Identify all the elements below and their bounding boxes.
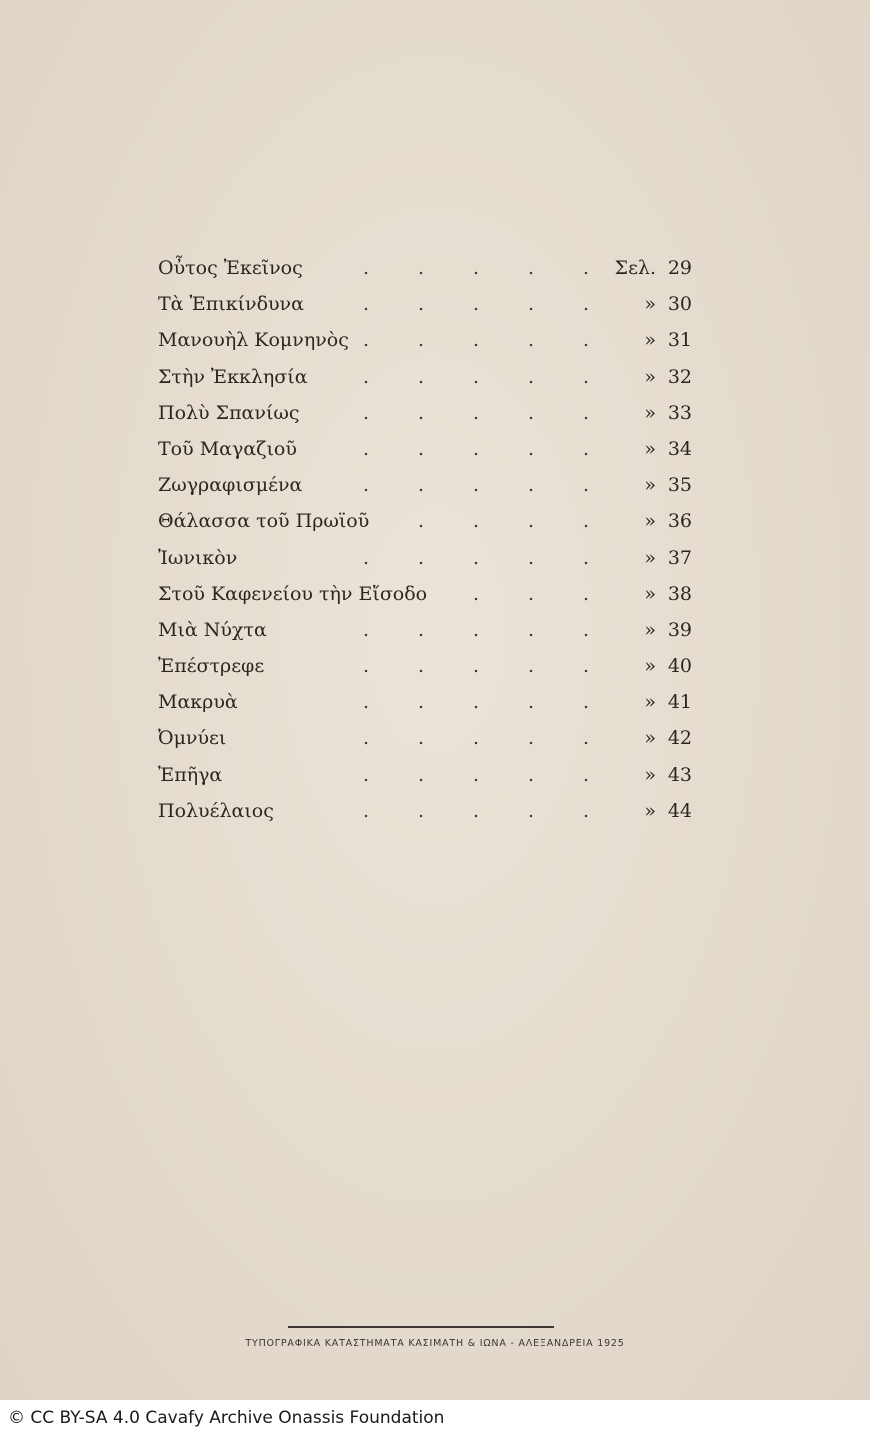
toc-page-prefix: » [644,365,656,388]
toc-entry-title: Μανουὴλ Κομνηνὸς [158,329,349,352]
leader-dot: . [473,691,480,714]
toc-page-prefix: » [644,691,656,714]
leader-dot: . [473,474,480,497]
leader-dot: . [363,257,370,279]
leader-dot: . [473,727,480,750]
leader-dot: . [363,727,370,750]
toc-page-number: 41 [667,691,692,714]
leader-dot: . [583,763,590,786]
leader-dot: . [473,618,480,641]
license-credit: © CC BY-SA 4.0 Cavafy Archive Onassis Foundation [8,1408,445,1428]
leader-dot: . [528,401,535,424]
toc-page-number: 33 [667,401,692,424]
toc-entry-title: Πολυέλαιος [158,799,274,822]
toc-page-prefix: » [644,618,656,641]
leader-dot: . [528,727,535,750]
leader-dot: . [363,437,370,460]
toc-page-number: 40 [667,655,692,678]
toc-page-prefix: » [644,401,656,424]
toc-entry [158,359,698,395]
leader-dot: . [363,655,370,678]
leader-dot: . [528,474,535,497]
leader-dot: . [418,365,425,388]
leader-dot: . [583,257,590,279]
toc-entry [158,250,698,286]
toc-entry [158,540,698,576]
leader-dot: . [418,293,425,316]
leader-dot: . [583,293,590,316]
toc-entry [158,503,698,539]
toc-page-prefix: » [644,546,656,569]
toc-page-prefix: » [644,474,656,497]
leader-dot: . [418,401,425,424]
toc-entry [158,720,698,756]
toc-page-number: 36 [667,510,692,533]
leader-dot: . [473,365,480,388]
toc-entry-title: Ἐπέστρεφε [158,655,265,678]
leader-dot: . [528,691,535,714]
leader-dot: . [473,401,480,424]
toc-entry-title: Στὴν Ἐκκλησία [158,365,308,388]
leader-dot: . [418,437,425,460]
leader-dot: . [363,691,370,714]
leader-dot: . [418,655,425,678]
toc-entry [158,612,698,648]
leader-dot: . [473,763,480,786]
toc-entry-title: Ἰωνικὸν [158,546,238,569]
toc-page-prefix: » [644,655,656,678]
toc-entry-title: Ζωγραφισμένα [158,474,303,497]
leader-dot: . [528,293,535,316]
leader-dot: . [363,401,370,424]
leader-dot: . [528,257,535,279]
leader-dot: . [363,365,370,388]
toc-entry [158,648,698,684]
toc-entry-title: Τοῦ Μαγαζιοῦ [158,437,297,460]
toc-page-prefix: » [644,763,656,786]
leader-dot: . [583,799,590,822]
leader-dot: . [363,546,370,569]
printer-imprint: ΤΥΠΟΓΡΑΦΙΚΑ ΚΑΤΑΣΤΗΜΑΤΑ ΚΑΣΙΜΑΤΗ & ΙΩΝΑ - ΑΛΕΞΑΝΔΡΕΙΑ 1925 [245,1338,625,1349]
toc-page-number: 38 [667,582,692,605]
toc-entry [158,395,698,431]
leader-dot: . [528,437,535,460]
leader-dot: . [583,474,590,497]
leader-dot: . [473,799,480,822]
toc-page-prefix: » [644,799,656,822]
leader-dot: . [473,510,480,533]
leader-dot: . [583,691,590,714]
leader-dot: . [528,655,535,678]
leader-dot: . [418,763,425,786]
toc-entry [158,684,698,720]
toc-entry [158,286,698,322]
leader-dot: . [418,727,425,750]
leader-dot: . [418,799,425,822]
toc-page-prefix: » [644,582,656,605]
leader-dot: . [418,257,425,279]
toc-entry [158,322,698,358]
toc-page-number: 43 [667,763,692,786]
toc-page-number: 32 [667,365,692,388]
leader-dot: . [583,365,590,388]
leader-dot: . [583,655,590,678]
toc-entry-title: Ἐπῆγα [158,763,223,786]
leader-dot: . [583,329,590,352]
leader-dot: . [363,763,370,786]
toc-page-number: 44 [667,799,692,822]
toc-entry [158,467,698,503]
toc-page-number: 39 [667,618,692,641]
toc-page-number: 31 [667,329,692,352]
leader-dot: . [473,655,480,678]
leader-dot: . [528,763,535,786]
leader-dot: . [418,510,425,533]
toc-page-prefix: » [644,437,656,460]
leader-dot: . [473,437,480,460]
leader-dot: . [363,618,370,641]
toc-page-prefix: » [644,329,656,352]
leader-dot: . [418,618,425,641]
toc-page-number: 34 [667,437,692,460]
leader-dot: . [583,546,590,569]
leader-dot: . [473,582,480,605]
leader-dot: . [583,510,590,533]
leader-dot: . [473,546,480,569]
leader-dot: . [418,474,425,497]
toc-page-number: 35 [667,474,692,497]
leader-dot: . [363,474,370,497]
leader-dot: . [528,799,535,822]
leader-dot: . [473,293,480,316]
leader-dot: . [528,582,535,605]
toc-entry-title: Θάλασσα τοῦ Πρωϊοῦ [158,510,370,533]
leader-dot: . [473,329,480,352]
leader-dot: . [583,401,590,424]
leader-dot: . [528,510,535,533]
toc-entry-title: Τὰ Ἐπικίνδυνα [158,293,304,316]
table-of-contents [158,250,698,829]
toc-entry-title: Στοῦ Καφενείου τὴν Εἴσοδο [158,582,428,605]
toc-entry-title: Μακρυὰ [158,691,238,714]
toc-page-number: 29 [667,257,692,279]
leader-dot: . [473,257,480,279]
toc-entry [158,576,698,612]
leader-dot: . [583,437,590,460]
leader-dot: . [583,727,590,750]
toc-page-prefix: » [644,510,656,533]
leader-dot: . [528,365,535,388]
footer-rule [288,1326,554,1328]
leader-dot: . [363,329,370,352]
toc-entry [158,757,698,793]
toc-page-number: 30 [667,293,692,316]
toc-entry-title: Οὖτος Ἐκεῖνος [158,257,303,279]
toc-entry [158,431,698,467]
toc-page-number: 42 [667,727,692,750]
leader-dot: . [528,329,535,352]
toc-entry-title: Πολὺ Σπανίως [158,401,300,424]
toc-page-prefix: Σελ. [614,257,656,279]
toc-page-prefix: » [644,727,656,750]
leader-dot: . [583,582,590,605]
leader-dot: . [418,691,425,714]
toc-entry-title: Μιὰ Νύχτα [158,618,267,641]
toc-page-number: 37 [667,546,692,569]
leader-dot: . [418,329,425,352]
toc-entry-title: Ὀμνύει [158,727,227,750]
leader-dot: . [363,799,370,822]
leader-dot: . [418,546,425,569]
toc-page-prefix: » [644,293,656,316]
leader-dot: . [528,546,535,569]
leader-dot: . [583,618,590,641]
toc-entry [158,793,698,829]
leader-dot: . [363,293,370,316]
leader-dot: . [528,618,535,641]
